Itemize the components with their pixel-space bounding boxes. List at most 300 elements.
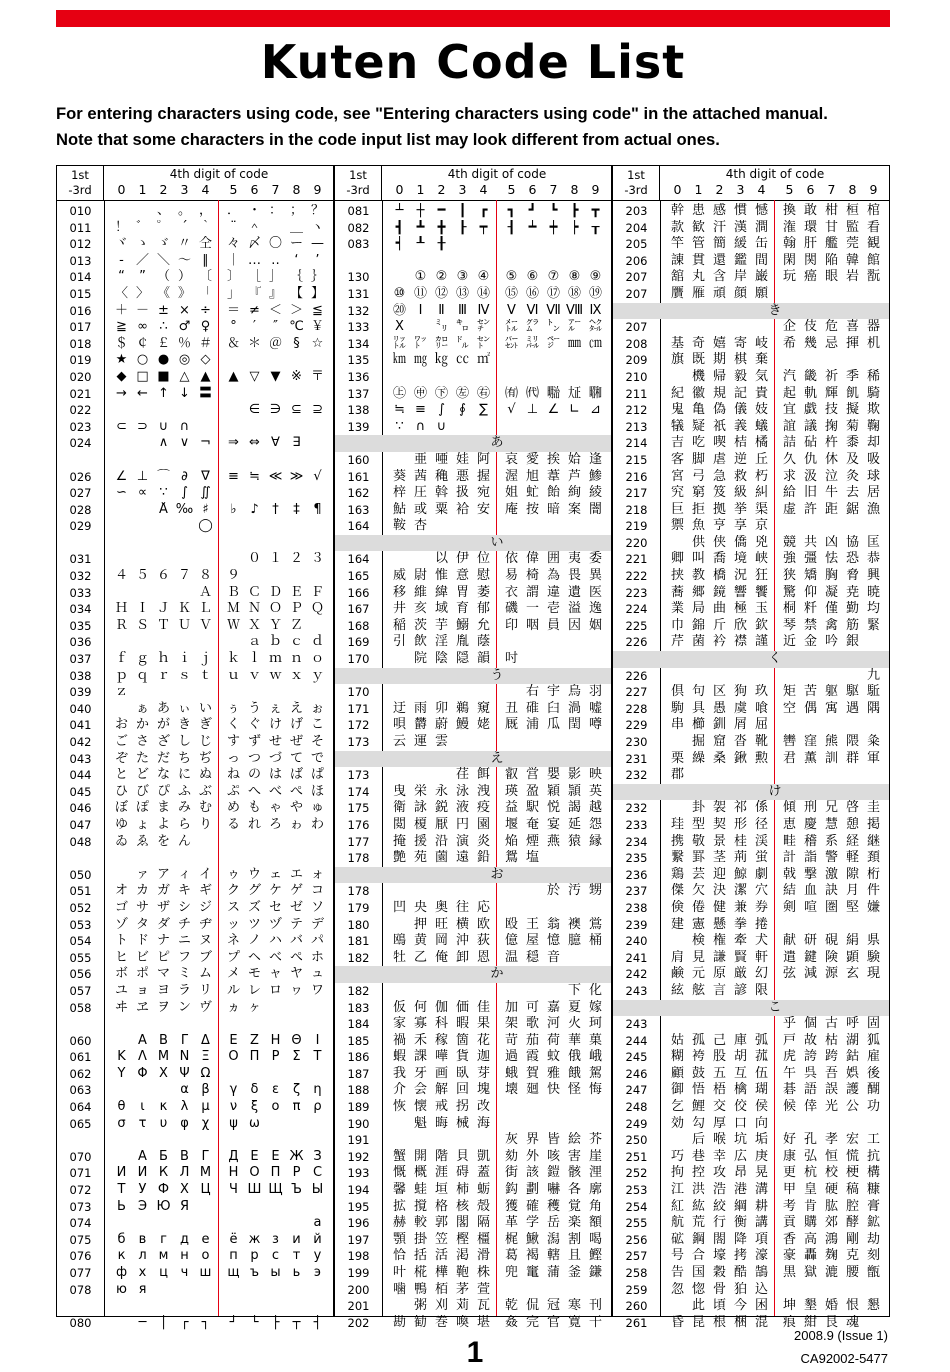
char-cell: 悦 (546, 800, 560, 816)
code-row (613, 983, 889, 1000)
row-code: 063 (69, 1083, 92, 1098)
code-row (613, 236, 889, 253)
char-cell: ヰ (114, 999, 128, 1015)
char-cell: 刈 (434, 1298, 448, 1314)
char-cell: ◎ (178, 352, 191, 368)
char-cell: 希 (782, 335, 796, 351)
char-cell: ぉ (310, 700, 324, 716)
char-cell: 玄 (845, 966, 859, 982)
char-cell: メ (226, 966, 240, 982)
row-code: 176 (347, 817, 370, 832)
digit-label: 2 (715, 182, 724, 197)
code-row (613, 834, 889, 851)
char-cell: 誼 (782, 418, 796, 434)
row-code: 172 (347, 718, 370, 733)
char-cell: ┘ (229, 1314, 238, 1330)
char-cell: 鶏 (670, 866, 684, 882)
code-row (57, 469, 333, 486)
code-row (613, 1116, 889, 1133)
char-cell: 勘 (392, 1314, 406, 1330)
char-cell: 級 (733, 485, 747, 501)
char-cell: 器 (866, 319, 880, 335)
row-code: 233 (625, 817, 648, 832)
char-cell: ‐ (119, 252, 124, 268)
char-cell: ① (414, 269, 427, 285)
char-cell: 軽 (845, 850, 859, 866)
char-cells (383, 1099, 611, 1116)
code-row (57, 352, 333, 369)
char-cell: 稿 (845, 1182, 859, 1198)
char-cell: り (198, 816, 212, 832)
char-cells (105, 867, 333, 884)
char-cell: 巻 (434, 1314, 448, 1330)
row-code: 064 (69, 1100, 92, 1115)
char-cell: ♪ (250, 501, 259, 517)
row-code: 164 (347, 519, 370, 534)
code-row (57, 1016, 333, 1033)
char-cell: ㌶ (588, 319, 602, 335)
char-cell: ¶ (313, 501, 322, 517)
char-cell: 詣 (803, 850, 817, 866)
char-cell: Э (137, 1198, 148, 1214)
char-cell: 烏 (567, 684, 581, 700)
char-cells (661, 369, 889, 386)
char-cell: 鴛 (504, 850, 518, 866)
char-cell: 狭 (782, 568, 796, 584)
code-row (57, 220, 333, 237)
char-cell: 襖 (567, 916, 581, 932)
char-cell: 喉 (712, 1132, 726, 1148)
char-cell: 穫 (546, 1198, 560, 1214)
char-cell: 克 (845, 1248, 859, 1264)
char-cell: 救 (733, 468, 747, 484)
char-cell: が (156, 717, 170, 733)
char-cell: 諌 (670, 252, 684, 268)
code-row (57, 236, 333, 253)
char-cell: Ⅲ (458, 302, 467, 318)
char-cell: 岳 (546, 1215, 560, 1231)
code-row (57, 966, 333, 983)
char-cell: ② (435, 269, 448, 285)
code-row (57, 253, 333, 270)
char-cell: め (226, 800, 240, 816)
char-cell: 衡 (733, 1215, 747, 1231)
char-cell: Ｕ (177, 617, 191, 633)
row-code: 168 (347, 618, 370, 633)
row-code: 255 (625, 1216, 648, 1231)
char-cell: 旧 (803, 485, 817, 501)
code-row (613, 452, 889, 469)
char-cell: 貫 (691, 252, 705, 268)
char-cells (661, 1116, 889, 1133)
char-cell: Ｘ (247, 617, 261, 633)
char-cell: 蒲 (546, 1265, 560, 1280)
char-cell: 荻 (476, 933, 490, 949)
char-cell: ∮ (459, 402, 466, 418)
row-code: 199 (347, 1266, 370, 1280)
char-cell: ｙ (310, 667, 324, 683)
char-cell: Ｂ (226, 584, 240, 600)
code-row (613, 800, 889, 817)
code-row (335, 402, 611, 419)
char-cell: ヽ (310, 219, 324, 235)
char-cell: 苅 (455, 1298, 469, 1314)
code-row (613, 950, 889, 967)
code-row (613, 933, 889, 950)
char-cell: 釧 (712, 717, 726, 733)
page-number: 1 (466, 1336, 484, 1369)
char-cell: ╋ (437, 219, 446, 235)
char-cell: 稽 (803, 833, 817, 849)
code-row (57, 850, 333, 867)
char-cells (383, 585, 611, 602)
char-cell: げ (289, 717, 303, 733)
char-cell: 暁 (866, 584, 880, 600)
char-cell: 乞 (670, 1099, 684, 1115)
char-cell: 燕 (546, 833, 560, 849)
digit-label: 0 (117, 182, 126, 197)
row-code: 170 (347, 685, 370, 700)
char-cell: ├ (271, 1314, 280, 1330)
char-cell: 笈 (712, 485, 726, 501)
code-row (613, 1298, 889, 1315)
char-cell: 我 (392, 1065, 406, 1081)
char-cell: ∧ (158, 435, 169, 451)
char-cell: Υ (117, 1065, 126, 1081)
row-code: 082 (347, 220, 370, 235)
kana-section-header (335, 535, 611, 552)
code-row (57, 817, 333, 834)
char-cell: У (138, 1182, 147, 1198)
row-code: 230 (625, 735, 648, 749)
code-row (613, 684, 889, 701)
char-cell: 国 (691, 1265, 705, 1280)
digit-label: 7 (827, 182, 836, 197)
char-cell: ┫ (395, 219, 404, 235)
char-cell: 干 (588, 1314, 602, 1330)
char-cell: 窺 (476, 700, 490, 716)
char-cell: 忌 (824, 335, 838, 351)
char-cell: ≦ (312, 302, 323, 318)
char-cell: 靴 (754, 734, 768, 749)
char-cell: ㎎ (413, 352, 427, 368)
char-cell: 漉 (824, 1265, 838, 1280)
code-row (613, 634, 889, 651)
row-code: 206 (625, 253, 648, 268)
char-cell: 桑 (712, 750, 726, 766)
code-table-column-3 (612, 165, 890, 1330)
char-cell: 韓 (845, 252, 859, 268)
char-cell: 橋 (712, 568, 726, 584)
char-cell: 孤 (691, 1032, 705, 1048)
code-row (613, 1049, 889, 1066)
char-cell: 。 (177, 203, 191, 218)
char-cell: 経 (845, 833, 859, 849)
char-cell: ぜ (289, 734, 303, 749)
char-cell: ＝ (226, 302, 240, 318)
char-cell: ド (135, 933, 149, 949)
row-code: 182 (347, 983, 370, 998)
char-cell: ニ (177, 933, 191, 949)
row-code: 042 (69, 735, 92, 749)
char-cell: 誤 (824, 1082, 838, 1098)
code-row (613, 535, 889, 552)
char-cell: ｖ (247, 667, 261, 683)
char-cell: 橿 (476, 1231, 490, 1247)
char-cell: Β (159, 1032, 168, 1048)
char-cells (105, 485, 333, 502)
char-cell: 快 (546, 1082, 560, 1098)
char-cell: 委 (588, 551, 602, 567)
char-cell: 鮎 (392, 501, 406, 517)
char-cell: ┼ (416, 203, 425, 218)
char-cell: ㌻ (546, 335, 560, 351)
code-row (57, 1149, 333, 1166)
digit-label: 3 (180, 182, 189, 197)
char-cell: 購 (803, 1215, 817, 1231)
row-code: 017 (69, 320, 92, 335)
char-cell: ゞ (156, 236, 170, 252)
char-cell: 孝 (824, 1132, 838, 1148)
char-cell: 逸 (588, 601, 602, 617)
char-cell: 刻 (866, 1248, 880, 1264)
char-cell: 穎 (546, 783, 560, 799)
char-cell: 異 (588, 568, 602, 584)
char-cell: チ (177, 916, 191, 932)
char-cell: 翰 (782, 236, 796, 252)
char-cells (383, 717, 611, 734)
char-cell: 鎧 (546, 1165, 560, 1181)
char-cell: 艮 (824, 1314, 838, 1330)
row-code: 207 (625, 320, 648, 335)
char-cell: 嬰 (546, 767, 560, 783)
char-cell: 唖 (434, 451, 448, 467)
char-cell: “ (118, 269, 125, 285)
char-cell: 》 (177, 285, 191, 301)
char-cell: ± (158, 302, 169, 318)
char-cell: ∠ (115, 468, 128, 484)
char-cell: 移 (392, 584, 406, 600)
char-cell: 月 (845, 883, 859, 899)
char-cell: 耕 (754, 1198, 768, 1214)
char-cell: 距 (824, 501, 838, 517)
char-cell: 渇 (455, 1248, 469, 1264)
code-row (335, 236, 611, 253)
row-code: 021 (69, 386, 92, 401)
char-cell: 盈 (525, 783, 539, 799)
char-cell: 慧 (824, 816, 838, 832)
char-cell: Γ (180, 1032, 189, 1048)
char-cell: ∝ (137, 485, 148, 501)
char-cell: ∩ (415, 418, 426, 434)
char-cell: 院 (413, 651, 427, 667)
char-cells (105, 1282, 333, 1299)
char-cell: ず (247, 734, 261, 749)
char-cell: 江 (670, 1182, 684, 1198)
char-cell: ㌧ (546, 319, 560, 335)
char-cells (661, 767, 889, 784)
char-cell: う (247, 700, 261, 716)
char-cell: 轄 (546, 1248, 560, 1264)
char-cell: 賢 (733, 949, 747, 965)
char-cell: 獲 (504, 1198, 518, 1214)
char-cell: ¬ (200, 435, 211, 451)
char-cells (383, 469, 611, 486)
char-cell: 痕 (782, 1314, 796, 1330)
code-row (613, 286, 889, 303)
char-cells (105, 734, 333, 751)
char-cell: 縁 (588, 833, 602, 849)
char-cell: ぴ (156, 783, 170, 799)
char-cell: 気 (754, 368, 768, 384)
char-cell: ぞ (114, 750, 128, 766)
char-cell: ┯ (479, 219, 488, 235)
char-cells (105, 1149, 333, 1166)
char-cell: 陥 (824, 252, 838, 268)
char-cell: 掲 (866, 816, 880, 832)
char-cell: 蓋 (476, 1165, 490, 1181)
row-code: 182 (347, 950, 370, 965)
char-cell: 鯨 (733, 866, 747, 882)
first-digits-header (57, 166, 104, 200)
char-cell: 梗 (845, 1165, 859, 1181)
row-code: 136 (347, 369, 370, 384)
char-cell: 係 (754, 800, 768, 816)
char-cell: Ы (311, 1182, 324, 1198)
char-cells (383, 900, 611, 917)
char-cell: 吉 (670, 435, 684, 451)
char-cell: 兄 (824, 800, 838, 816)
char-cells (105, 966, 333, 983)
char-cell: ▽ (249, 368, 260, 384)
char-cell: 下 (567, 982, 581, 998)
section-kana: お (490, 866, 504, 882)
char-cell: ボ (114, 966, 128, 982)
row-code: 077 (69, 1266, 92, 1280)
char-cell: 億 (504, 933, 518, 949)
char-cell: 鬼 (670, 402, 684, 418)
char-cell: と (114, 767, 128, 783)
char-cell: 祁 (733, 800, 747, 816)
row-code: 252 (625, 1166, 648, 1181)
row-code: 047 (69, 817, 92, 832)
char-cell: Ｆ (310, 584, 324, 600)
char-cell: ｂ (268, 634, 282, 650)
char-cells (383, 1082, 611, 1099)
digit-header-row (661, 182, 889, 198)
char-cell: 嫁 (588, 999, 602, 1015)
char-cell: Η (270, 1032, 281, 1048)
char-cell: 懇 (866, 1298, 880, 1314)
char-cell: 悔 (588, 1082, 602, 1098)
char-cell: 見 (691, 949, 705, 965)
char-cell: 咽 (525, 617, 539, 633)
char-cell: ∵ (159, 485, 168, 501)
code-row (613, 1132, 889, 1149)
char-cell: ㌢ (476, 319, 490, 335)
char-cell: 香 (782, 1231, 796, 1247)
char-cell: 鈷 (845, 1049, 859, 1065)
section-kana: く (768, 651, 782, 667)
char-cell: 言 (712, 982, 726, 998)
char-cell: ┛ (528, 203, 537, 218)
char-cells (105, 1082, 333, 1099)
char-cell: 怯 (824, 551, 838, 567)
char-cell: 掛 (413, 1231, 427, 1247)
char-cells (383, 452, 611, 469)
char-cell: ы (270, 1265, 281, 1280)
char-cell: 肱 (824, 1198, 838, 1214)
row-code: 234 (625, 834, 648, 849)
char-cell: 欝 (413, 717, 427, 733)
char-cell: 顕 (845, 949, 859, 965)
char-cell: ｌ (247, 651, 261, 667)
char-cell: 看 (866, 219, 880, 235)
code-row (57, 734, 333, 751)
char-cell: ∈ (248, 402, 261, 418)
char-cell: ♂ (178, 319, 191, 335)
char-cell: 綾 (588, 485, 602, 501)
char-cell: 吾 (824, 1065, 838, 1081)
fourth-digit-header: 4th digit of code (169, 167, 269, 181)
char-cell: ж (248, 1231, 261, 1247)
code-row (57, 303, 333, 320)
char-cell: 訣 (824, 883, 838, 899)
char-cells (383, 1116, 611, 1133)
char-cells (105, 1182, 333, 1199)
char-cell: ｍ (268, 651, 282, 667)
code-row (335, 485, 611, 502)
char-cells (105, 668, 333, 685)
row-code: 196 (347, 1216, 370, 1231)
char-cell: 華 (567, 1032, 581, 1048)
char-cell: 行 (712, 1215, 726, 1231)
char-cell: 浦 (525, 717, 539, 733)
char-cell: 況 (733, 568, 747, 584)
char-cell: 鹸 (670, 966, 684, 982)
row-code: 214 (625, 436, 648, 451)
char-cell: 鋭 (434, 800, 448, 816)
code-row (613, 253, 889, 270)
digit-label: 9 (313, 182, 322, 197)
char-cell: 飢 (845, 385, 859, 401)
char-cell: あ (156, 700, 170, 716)
char-cell: 塊 (476, 1082, 490, 1098)
char-cells (661, 220, 889, 237)
char-cell: 衣 (504, 584, 518, 600)
char-cell: 軍 (866, 750, 880, 766)
char-cells (105, 601, 333, 618)
char-cell: 伽 (434, 999, 448, 1015)
char-cell: Ф (157, 1182, 170, 1198)
char-cell: ㊧ (455, 385, 469, 401)
char-cell: 階 (434, 1148, 448, 1164)
char-cell: た (135, 750, 149, 766)
char-cell: 刑 (803, 800, 817, 816)
char-cell: ； (289, 203, 303, 218)
char-cell: サ (135, 899, 149, 915)
char-cell: 欽 (754, 617, 768, 633)
char-cell: 機 (691, 368, 705, 384)
char-cell: ⑳ (392, 302, 406, 318)
char-cells (383, 684, 611, 701)
char-cell: а (313, 1215, 322, 1231)
char-cell: 供 (691, 534, 705, 550)
char-cell: 芹 (670, 634, 684, 650)
char-cell: 娯 (845, 1065, 859, 1081)
char-cell: ぽ (135, 800, 149, 816)
char-cell: 牙 (413, 1065, 427, 1081)
